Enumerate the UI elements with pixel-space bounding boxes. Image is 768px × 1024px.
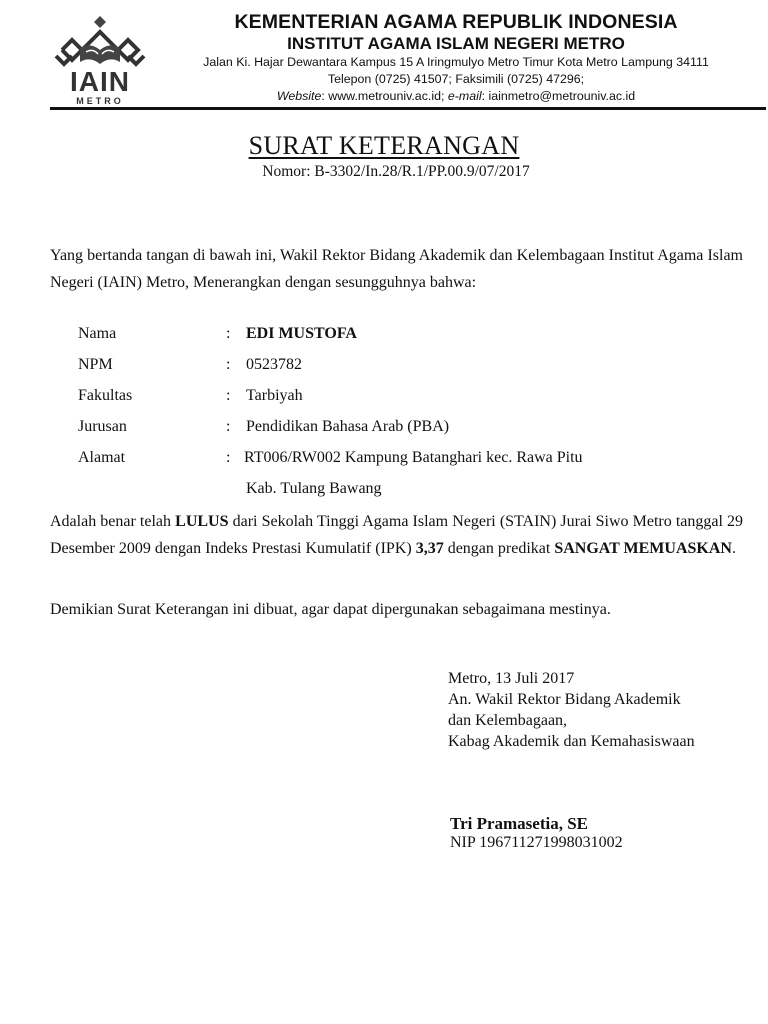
signatory-role-line2: dan Kelembagaan,	[448, 712, 568, 729]
field-label: Alamat	[78, 449, 126, 466]
ministry-name: KEMENTERIAN AGAMA REPUBLIK INDONESIA	[234, 11, 678, 33]
closing-paragraph: Demikian Surat Keterangan ini dibuat, agar dapat dipergunakan sebagaimana mestinya.	[50, 601, 611, 618]
graduation-status: LULUS	[175, 513, 229, 530]
signature-block	[448, 668, 695, 752]
institution-contact: Website: www.metrouniv.ac.id; e-mail: iainmetro@metrouniv.ac.id	[276, 89, 636, 103]
field-label: Jurusan	[78, 418, 127, 435]
place-date: Metro, 13 Juli 2017	[448, 670, 575, 687]
field-colon: :	[226, 418, 231, 435]
institution-address: Jalan Ki. Hajar Dewantara Kampus 15 A Iringmulyo Metro Timur Kota Metro Lampung 34111	[203, 55, 709, 69]
document-title: SURAT KETERANGAN	[248, 131, 520, 160]
website-url: www.metrouniv.ac.id	[328, 89, 441, 103]
ipk-value: 3,37	[415, 540, 444, 557]
field-value-jurusan: Pendidikan Bahasa Arab (PBA)	[246, 418, 450, 435]
field-value-fakultas: Tarbiyah	[246, 387, 303, 404]
field-label: NPM	[78, 356, 113, 373]
institution-name: INSTITUT AGAMA ISLAM NEGERI METRO	[287, 34, 625, 53]
statement-text: dengan predikat	[443, 540, 555, 557]
field-colon: :	[226, 325, 231, 342]
signatory-role-line1: An. Wakil Rektor Bidang Akademik	[448, 691, 681, 708]
statement-text: .	[731, 540, 736, 557]
letterhead	[160, 10, 752, 105]
graduation-statement	[50, 508, 743, 562]
letterhead-divider	[50, 107, 766, 110]
field-value-nama: EDI MUSTOFA	[246, 325, 357, 342]
statement-text: dari Sekolah Tinggi Agama Islam Negeri (STAIN) Jurai Siwo Metro tanggal 29 Desember 2009 dengan Indeks Prestasi Kumulatif (IPK)	[50, 513, 744, 557]
field-value-alamat-line2: Kab. Tulang Bawang	[246, 480, 382, 497]
field-colon: :	[226, 387, 231, 404]
svg-text:IAIN: IAIN	[70, 66, 130, 97]
institution-phone: Telepon (0725) 41507; Faksimili (0725) 47296;	[327, 72, 585, 86]
iain-metro-logo-icon	[50, 12, 150, 107]
field-label: Nama	[78, 325, 117, 342]
predikat-value: SANGAT MEMUASKAN	[554, 540, 732, 557]
email-address: iainmetro@metrouniv.ac.id	[488, 89, 636, 103]
signatory-name: Tri Pramasetia, SE	[450, 814, 589, 833]
field-value-npm: 0523782	[246, 356, 302, 373]
field-colon: :	[226, 356, 231, 373]
svg-text:METRO: METRO	[76, 96, 124, 106]
signatory-nip: NIP 196711271998031002	[450, 834, 623, 851]
document-number: Nomor: B-3302/In.28/R.1/PP.00.9/07/2017	[262, 163, 530, 180]
signatory-role-line3: Kabag Akademik dan Kemahasiswaan	[448, 733, 695, 750]
field-label: Fakultas	[78, 387, 133, 404]
field-colon: :	[226, 449, 231, 466]
statement-text: Adalah benar telah	[50, 513, 176, 530]
field-value-alamat: RT006/RW002 Kampung Batanghari kec. Rawa Pitu	[244, 449, 583, 466]
website-label: Website	[276, 89, 322, 103]
intro-paragraph: Yang bertanda tangan di bawah ini, Wakil Rektor Bidang Akademik dan Kelembagaan Institut Agama Islam Negeri (IAIN) Metro, Menerangkan dengan sesungguhnya bahwa:	[50, 247, 743, 291]
email-label: e-mail	[447, 89, 482, 103]
